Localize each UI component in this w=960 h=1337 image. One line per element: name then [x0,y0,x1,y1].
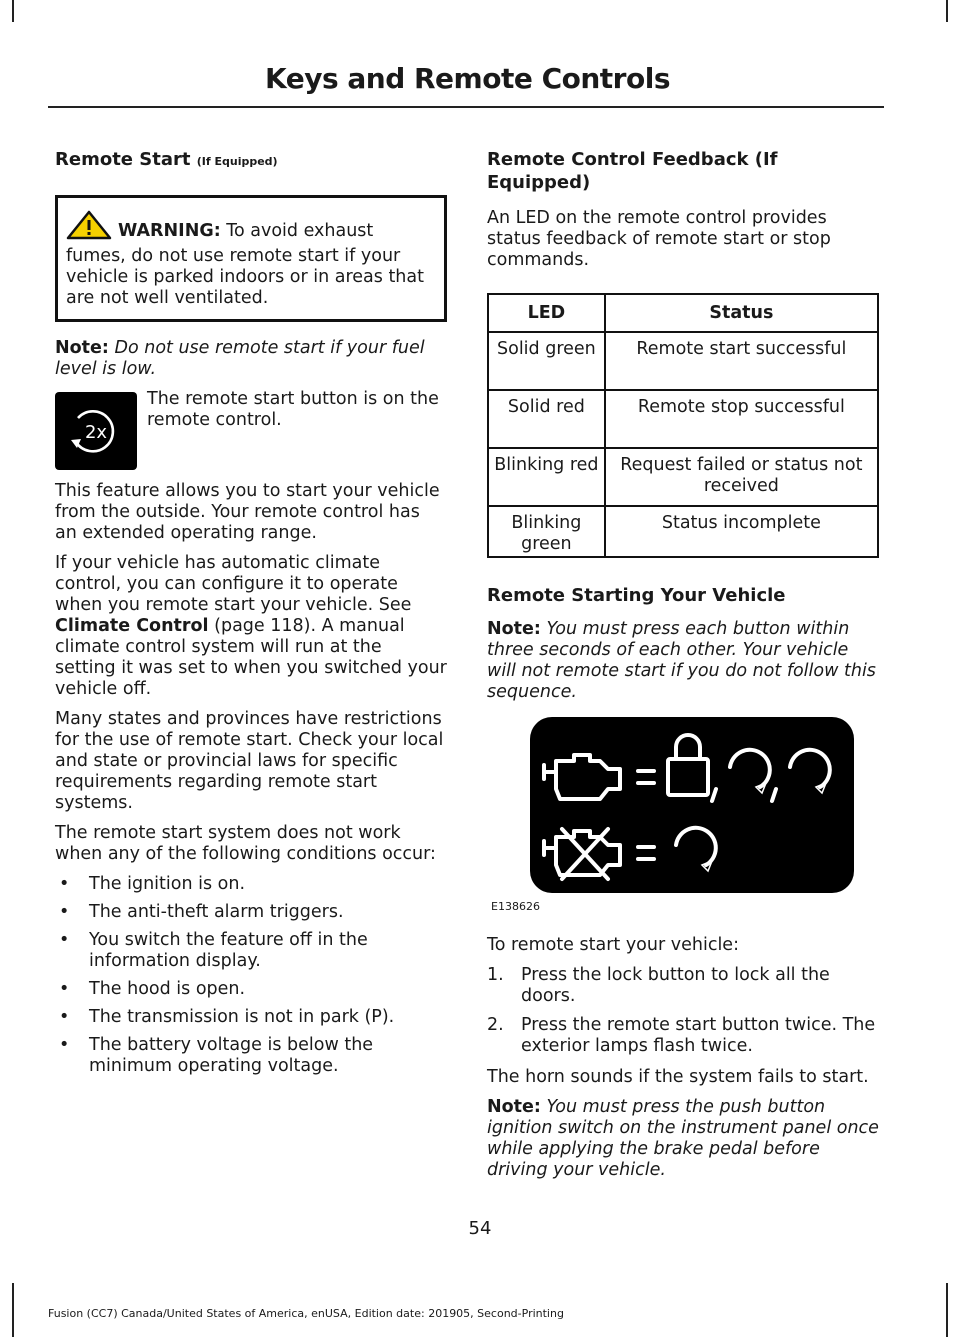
table-header-row [488,294,878,332]
horn-text: The horn sounds if the system fails to start. [487,1067,869,1087]
para-conditions: The remote start system does not work when any of the following conditions occur: [55,823,436,864]
note-label: Note: [487,619,541,639]
warning-triangle-icon [66,210,112,246]
para-climate-a: If your vehicle has automatic climate control, you can configure it to operate when you remote start your vehicle. See [55,553,412,615]
led-status-table [487,293,879,558]
note-fuel-text: Do not use remote start if your fuel level is low. [55,338,425,379]
remote-start-icon [730,750,770,787]
list-item: • You switch the feature off in the information display. [55,930,447,972]
crop-mark-bottom-left [12,1283,14,1337]
equals-icon [638,847,654,859]
warning-text: To avoid exhaust fumes, do not use remote start if your vehicle is parked indoors or in areas that are not well ventilated. [66,221,424,308]
note-ignition-text: You must press the push button ignition switch on the instrument panel once while applying the brake pedal before driving your vehicle. [487,1097,879,1180]
table-header-status: Status [605,294,878,332]
table-row [488,506,878,557]
para-feature: This feature allows you to start your vehicle from the outside. Your remote control has an extended operating range. [55,481,440,543]
climate-control-link[interactable]: Climate Control [55,616,209,636]
feedback-heading: Remote Control Feedback (If Equipped) [487,149,778,193]
step-text: Press the lock button to lock all the doors. [521,965,830,1006]
table-cell: Status incomplete [605,506,878,557]
engine-crossed-icon [544,829,620,879]
remote-start-heading-text: Remote Start [55,149,191,170]
comma-separator [712,789,716,801]
note-sequence-text: You must press each button within three seconds of each other. Your vehicle will not remote start if you do not follow this sequence. [487,619,876,702]
if-equipped-label: (If Equipped) [196,155,278,168]
list-item: • The ignition is on. [55,874,447,895]
steps-intro: To remote start your vehicle: [487,935,739,955]
para-climate [55,553,447,700]
table-row [488,332,878,390]
list-item: • The transmission is not in park (P). [55,1007,447,1028]
sequence-panel [530,717,854,893]
remote-start-icon [676,828,716,865]
figure-id: E138626 [491,900,540,913]
step-number: 2. [487,1015,504,1035]
step-number: 1. [487,965,504,985]
engine-icon [544,755,620,799]
table-cell: Remote stop successful [605,390,878,448]
remote-start-sequence-figure [487,717,879,917]
page-number: 54 [468,1218,492,1239]
note-label: Note: [55,338,109,358]
remote-start-button-text: The remote start button is on the remote control. [147,389,439,430]
footer: Fusion (CC7) Canada/United States of America, enUSA, Edition date: 201905, Second-Printing [48,1307,564,1320]
button-2x-label: 2x [84,422,108,443]
remote-start-heading [55,148,447,173]
remote-starting-heading: Remote Starting Your Vehicle [487,585,786,606]
left-column [55,148,447,1084]
lock-icon [668,735,708,795]
conditions-list [55,874,447,1077]
table-cell: Solid green [488,332,605,390]
table-row [488,448,878,506]
remote-start-button-icon [55,392,137,470]
remote-start-button-row [55,389,447,471]
arrowheads [702,783,826,871]
table-cell: Blinking green [488,506,605,557]
table-cell: Request failed or status not received [605,448,878,506]
note-sequence [487,619,879,703]
steps-list [487,965,879,1057]
warning-label: WARNING: [118,221,221,241]
header-rule [48,106,884,108]
crop-mark-top-right [946,0,948,22]
table-cell: Remote start successful [605,332,878,390]
crop-mark-bottom-right [946,1283,948,1337]
warning-box [55,195,447,322]
page-title: Keys and Remote Controls [265,62,670,95]
table-header-led: LED [488,294,605,332]
list-item: • The battery voltage is below the minimum operating voltage. [55,1035,447,1077]
note-ignition [487,1097,879,1181]
right-column [487,148,879,1190]
remote-start-icon [790,750,830,787]
crop-mark-top-left [12,0,14,22]
para-climate-b: (page 118). A manual climate control system will run at the setting it was set to when you switched your vehicle off. [55,616,447,699]
list-item [487,965,879,1007]
para-restrictions: Many states and provinces have restrictions for the use of remote start. Check your local and state or provincial laws for specific requirements regarding remote start systems. [55,709,444,813]
equals-icon [638,771,654,783]
step-text: Press the remote start button twice. The exterior lamps flash twice. [521,1015,876,1056]
list-item [487,1015,879,1057]
table-cell: Blinking red [488,448,605,506]
feedback-intro: An LED on the remote control provides status feedback of remote start or stop commands. [487,208,831,270]
table-cell: Solid red [488,390,605,448]
table-row [488,390,878,448]
note-label: Note: [487,1097,541,1117]
list-item: • The anti-theft alarm triggers. [55,902,447,923]
comma-separator [772,789,776,801]
note-fuel [55,338,447,380]
list-item: • The hood is open. [55,979,447,1000]
